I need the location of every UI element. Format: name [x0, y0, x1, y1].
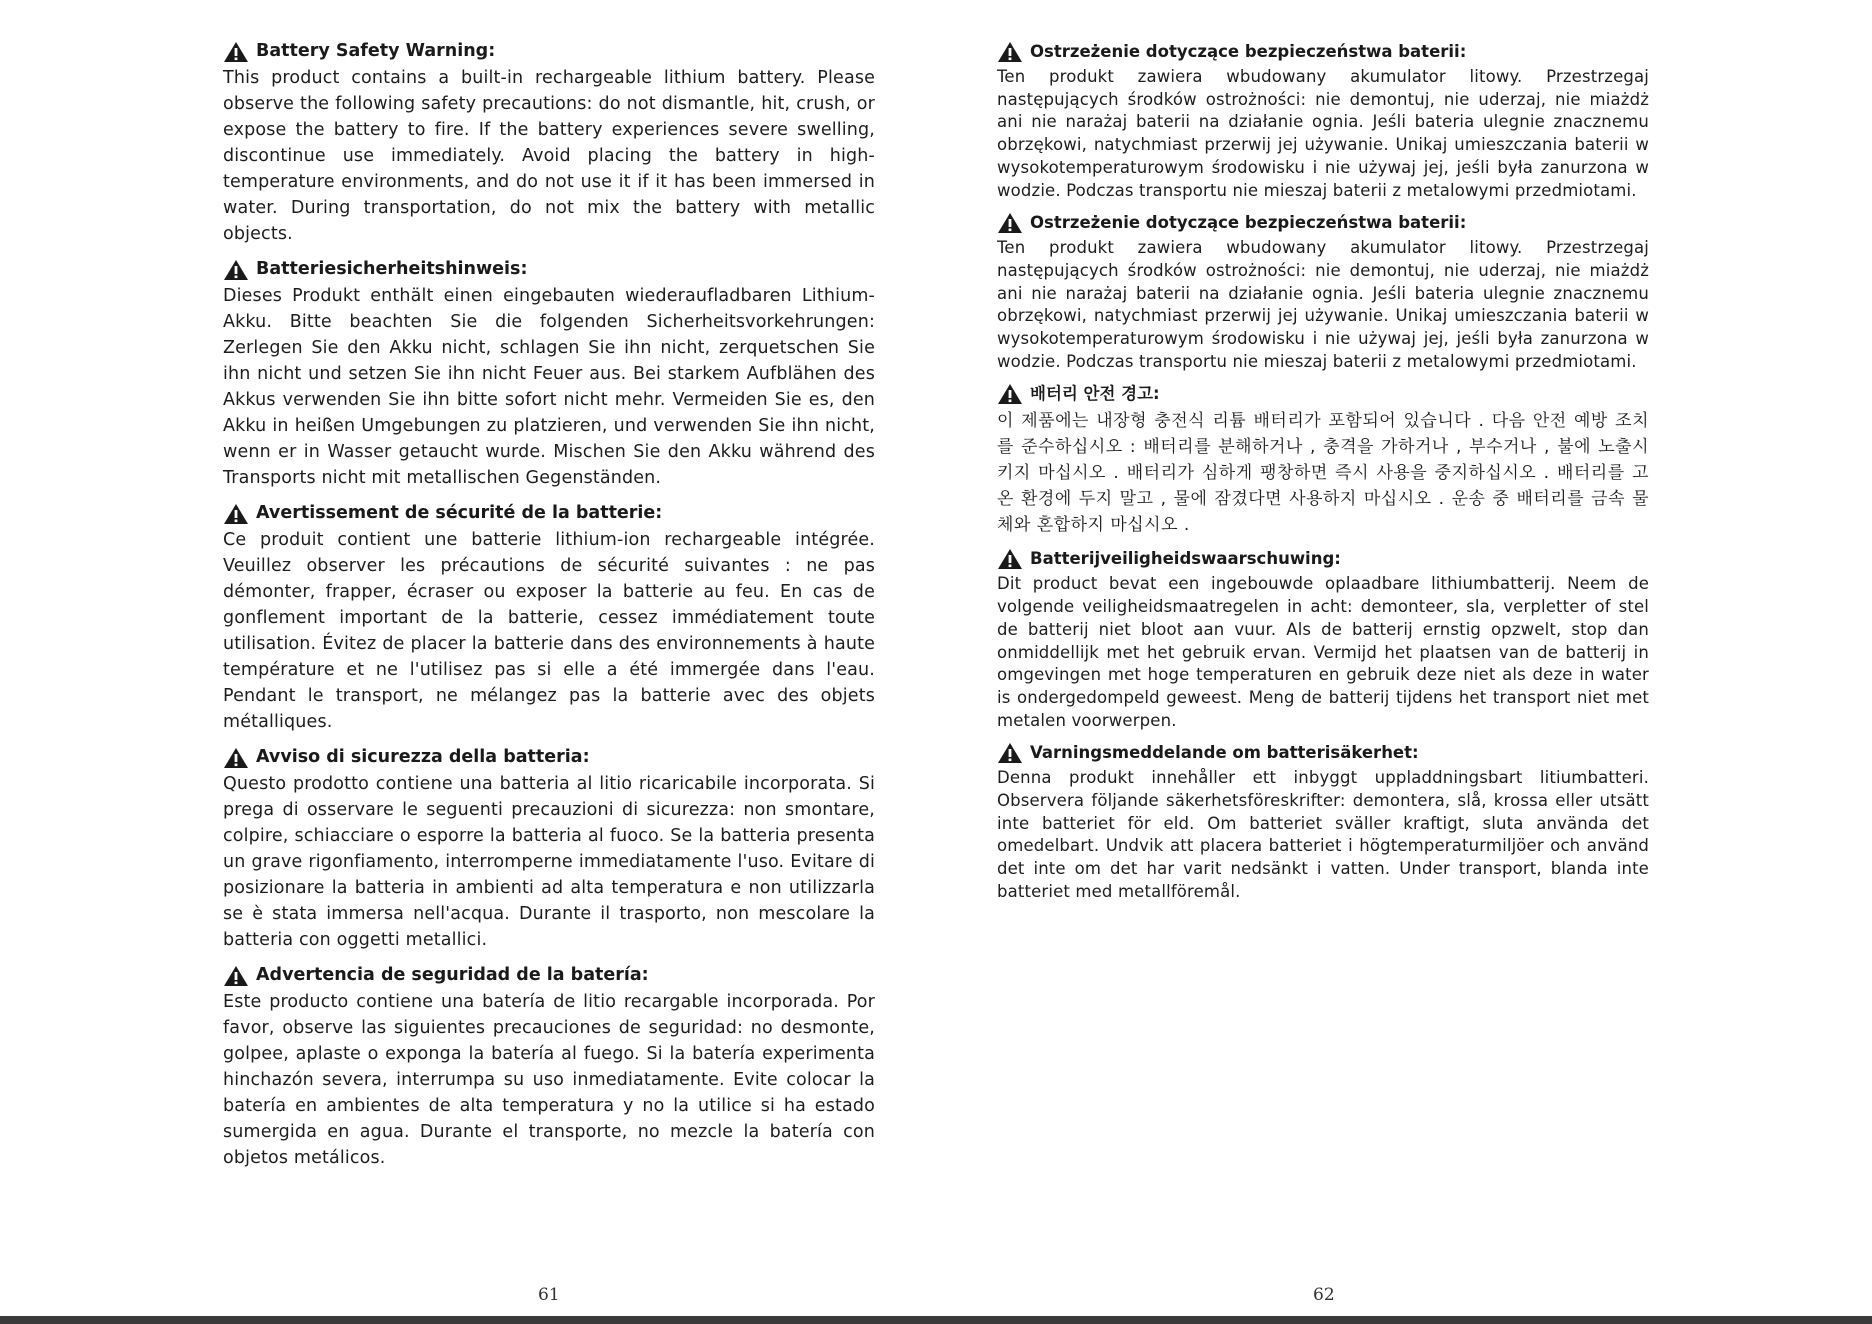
warning-triangle-icon	[223, 259, 249, 281]
warning-section-fr	[223, 500, 875, 735]
section-title: Battery Safety Warning:	[256, 41, 496, 61]
warning-section-pl-duplicate	[997, 209, 1649, 373]
warning-section-sv	[997, 739, 1649, 903]
section-body: Ten produkt zawiera wbudowany akumulator litowy. Przestrzegaj następujących środków ostrożności: nie demontuj, nie uderzaj, nie miażdż ani nie narażaj baterii na działanie ognia. Jeśli bateria ulegnie znacznemu obrzękowi, natychmiast przerwij jej używanie. Unikaj umieszczania baterii w wysokotemperaturowym środowisku i nie używaj jej, jeśli była zanurzona w wodzie. Podczas transportu nie mieszaj baterii z metalowymi przedmiotami.	[997, 67, 1649, 200]
section-body: Ce produit contient une batterie lithium-ion rechargeable intégrée. Veuillez observer les précautions de sécurité suivantes : ne pas démonter, frapper, écraser ou exposer la batterie au feu. En cas de gonflement important de la batterie, cessez immédiatement toute utilisation. Évitez de placer la batterie dans des environnements à haute température et ne l'utilisez pas si elle a été immergée dans l'eau. Pendant le transport, ne mélangez pas la batterie avec des objets métalliques.	[223, 530, 875, 732]
page-number-right: 62	[1313, 1285, 1335, 1305]
section-title: Avertissement de sécurité de la batterie:	[256, 503, 663, 523]
section-title: Batterijveiligheidswaarschuwing:	[1030, 549, 1341, 569]
warning-section-nl	[997, 545, 1649, 732]
warning-triangle-icon	[223, 41, 249, 63]
warning-section-en	[223, 38, 875, 247]
warning-triangle-icon	[223, 747, 249, 769]
section-body: 이 제품에는 내장형 충전식 리튬 배터리가 포함되어 있습니다 . 다음 안전 예방 조치를 준수하십시오 : 배터리를 분해하거나 , 충격을 가하거나 , 부수거나 , 불에 노출시키지 마십시오 . 배터리가 심하게 팽창하면 즉시 사용을 중지하십시오 . 배터리를 고온 환경에 두지 말고 , 물에 잠겼다면 사용하지 마십시오 . 운송 중 배터리를 금속 물체와 혼합하지 마십시오 .	[997, 411, 1649, 536]
page-number-left: 61	[538, 1285, 560, 1305]
section-body: Ten produkt zawiera wbudowany akumulator litowy. Przestrzegaj następujących środków ostrożności: nie demontuj, nie uderzaj, nie miażdż ani nie narażaj baterii na działanie ognia. Jeśli bateria ulegnie znacznemu obrzękowi, natychmiast przerwij jej używanie. Unikaj umieszczania baterii w wysokotemperaturowym środowisku i nie używaj jej, jeśli była zanurzona w wodzie. Podczas transportu nie mieszaj baterii z metalowymi przedmiotami.	[997, 238, 1649, 371]
section-title: Ostrzeżenie dotyczące bezpieczeństwa baterii:	[1030, 213, 1467, 233]
section-title: 배터리 안전 경고:	[1030, 384, 1160, 404]
warning-triangle-icon	[997, 212, 1023, 234]
warning-section-it	[223, 744, 875, 953]
warning-triangle-icon	[997, 742, 1023, 764]
section-title: Batteriesicherheitshinweis:	[256, 259, 528, 279]
warning-triangle-icon	[223, 503, 249, 525]
warning-triangle-icon	[997, 383, 1023, 405]
warning-triangle-icon	[223, 965, 249, 987]
section-title: Varningsmeddelande om batterisäkerhet:	[1030, 743, 1419, 763]
section-body: This product contains a built-in rechargeable lithium battery. Please observe the following safety precautions: do not dismantle, hit, crush, or expose the battery to fire. If the battery experiences severe swelling, discontinue use immediately. Avoid placing the battery in high-temperature environments, and do not use it if it has been immersed in water. During transportation, do not mix the battery with metallic objects.	[223, 68, 875, 244]
section-title: Avviso di sicurezza della batteria:	[256, 747, 590, 767]
warning-section-es	[223, 962, 875, 1171]
section-title: Advertencia de seguridad de la batería:	[256, 965, 649, 985]
section-body: Dieses Produkt enthält einen eingebauten wiederaufladbaren Lithium-Akku. Bitte beachten Sie die folgenden Sicherheitsvorkehrungen: Zerlegen Sie den Akku nicht, schlagen Sie ihn nicht, zerquetschen Sie ihn nicht und setzen Sie ihn nicht Feuer aus. Bei starkem Aufblähen des Akkus verwenden Sie ihn bitte sofort nicht mehr. Vermeiden Sie es, den Akku in heißen Umgebungen zu platzieren, und verwenden Sie ihn nicht, wenn er in Wasser getaucht wurde. Mischen Sie den Akku während des Transports nicht mit metallischen Gegenständen.	[223, 286, 875, 488]
warning-section-ko	[997, 380, 1649, 538]
warning-triangle-icon	[997, 41, 1023, 63]
section-body: Questo prodotto contiene una batteria al litio ricaricabile incorporata. Si prega di osservare le seguenti precauzioni di sicurezza: non smontare, colpire, schiacciare o esporre la batteria al fuoco. Se la batteria presenta un grave rigonfiamento, interromperne immediatamente l'uso. Evitare di posizionare la batteria in ambienti ad alta temperatura e non utilizzarla se è stata immersa nell'acqua. Durante il trasporto, non mescolare la batteria con oggetti metallici.	[223, 774, 875, 950]
warning-triangle-icon	[997, 548, 1023, 570]
right-page	[997, 0, 1649, 1324]
section-body: Dit product bevat een ingebouwde oplaadbare lithiumbatterij. Neem de volgende veiligheidsmaatregelen in acht: demonteer, sla, verpletter of stel de batterij niet bloot aan vuur. Als de batterij ernstig opzwelt, stop dan onmiddellijk met het gebruik ervan. Vermijd het plaatsen van de batterij in omgevingen met hoge temperaturen en gebruik deze niet als deze in water is ondergedompeld geweest. Meng de batterij tijdens het transport niet met metalen voorwerpen.	[997, 574, 1649, 730]
warning-section-pl	[997, 38, 1649, 202]
warning-section-de	[223, 256, 875, 491]
bottom-edge-bar	[0, 1316, 1872, 1324]
section-body: Denna produkt innehåller ett inbyggt uppladdningsbart litiumbatteri. Observera följande säkerhetsföreskrifter: demontera, slå, krossa eller utsätt inte batteriet för eld. Om batteriet sväller kraftigt, sluta använda det omedelbart. Undvik att placera batteriet i högtemperaturmiljöer och använd det inte om det har varit nedsänkt i vatten. Under transport, blanda inte batteriet med metallföremål.	[997, 768, 1649, 901]
section-body: Este producto contiene una batería de litio recargable incorporada. Por favor, observe las siguientes precauciones de seguridad: no desmonte, golpee, aplaste o exponga la batería al fuego. Si la batería experimenta hinchazón severa, interrumpa su uso inmediatamente. Evite colocar la batería en ambientes de alta temperatura y no la utilice si ha estado sumergida en agua. Durante el transporte, no mezcle la batería con objetos metálicos.	[223, 992, 875, 1168]
left-page	[223, 0, 875, 1324]
section-title: Ostrzeżenie dotyczące bezpieczeństwa baterii:	[1030, 42, 1467, 61]
